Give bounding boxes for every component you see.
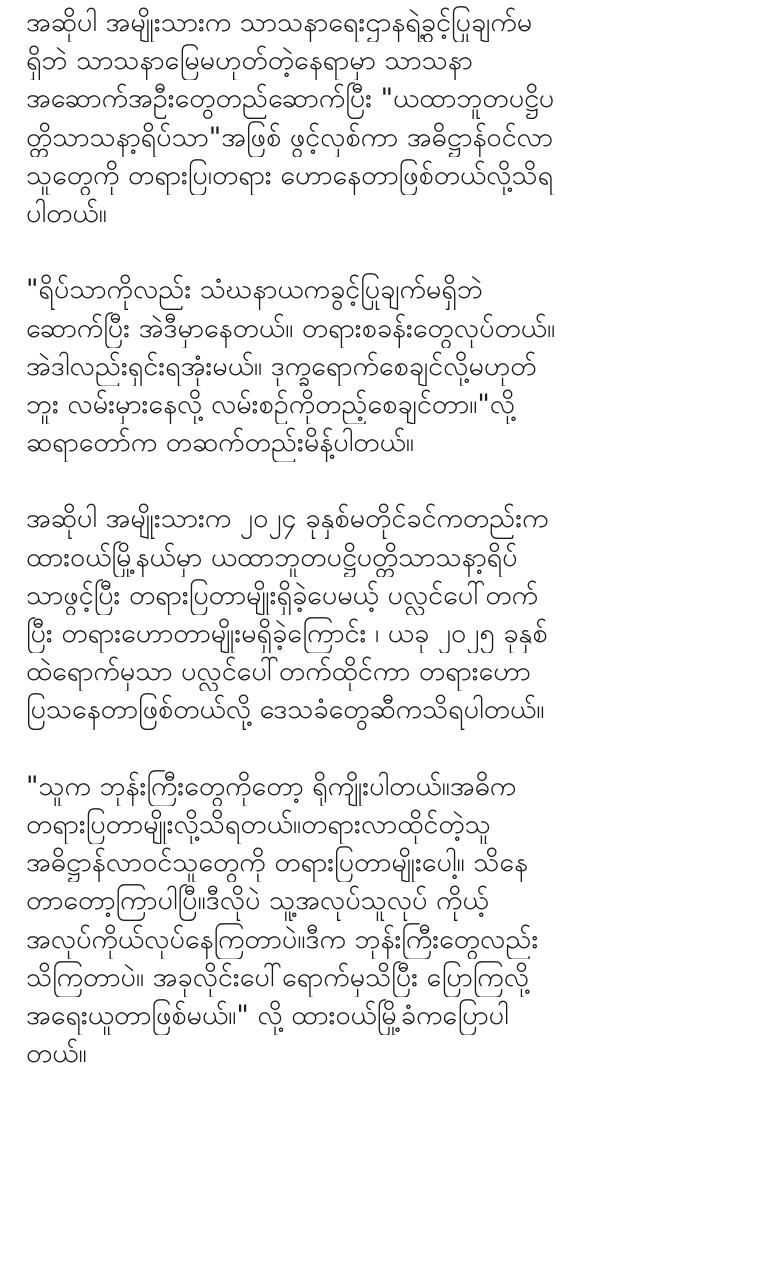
text-line: တာတော့ကြာပါပြီ။ဒီလိုပဲ သူ့အလုပ်သူလုပ် ကိုယ့် xyxy=(26,885,489,917)
text-line: ပါတယ်။ xyxy=(26,197,107,229)
text-line: သူတွေကို တရားပြ၊တရား ဟောနေတာဖြစ်တယ်လို့သိရ xyxy=(26,159,554,191)
paragraph-spacer xyxy=(26,233,770,271)
text-line: အဆောက်အဦးတွေတည်ဆောက်ပြီး "ယထာဘူတပဋ္ဌိပ xyxy=(26,83,555,115)
paragraph-1 xyxy=(26,4,770,233)
paragraph-spacer xyxy=(26,462,770,500)
text-line: ထားဝယ်မြို့နယ်မှာ ယထာဘူတပဋ္ဌိပတ္တိသာသနာ့ရိပ် xyxy=(26,541,518,573)
text-line: အဆိုပါ အမျိုးသားက သာသနာရေးဌာနရဲ့ခွင့်ပြုချက်မ xyxy=(26,7,533,38)
text-line: "ရိပ်သာကိုလည်း သံဃနာယကခွင့်ပြုချက်မရှိဘဲ xyxy=(26,274,483,306)
text-line: ဘူး လမ်းမှားနေလို့ လမ်းစဥ်ကိုတည့်စေချင်တာ။"လို့ xyxy=(26,388,516,420)
paragraph-4 xyxy=(26,768,770,1074)
text-line: ပြသနေတာဖြစ်တယ်လို့ ဒေသခံတွေဆီကသိရပါတယ်။ xyxy=(26,694,545,726)
text-line: အလုပ်ကိုယ်လုပ်နေကြတာပဲ။ဒီက ဘုန်းကြီးတွေလည်း xyxy=(26,923,539,955)
text-line: ထဲရောက်မှသာ ပလ္လင်ပေါ်တက်ထိုင်ကာ တရားဟော xyxy=(26,656,531,688)
text-line: တယ်။ xyxy=(26,1038,87,1070)
paragraph-spacer xyxy=(26,730,770,768)
text-line: "သူက ဘုန်းကြီးတွေကိုတော့ ရိုကျိုးပါတယ်။အဓိက xyxy=(26,770,517,802)
text-line: သာဖွင့်ပြီး တရားပြတာမျိုးရှိခဲ့ပေမယ့် ပလ္လင်ပေါ်တက် xyxy=(26,579,539,611)
paragraph-3 xyxy=(26,500,770,729)
text-line: ပြီး တရားဟောတာမျိုးမရှိခဲ့ကြောင်း ၊ ယခု ၂၀၂၅ ခုနှစ် xyxy=(26,618,548,649)
text-line: ဆောက်ပြီး အဲဒီမှာနေတယ်။ တရားစခန်းတွေလုပ်တယ်။ xyxy=(26,312,556,344)
text-line: ဆရာတော်က တဆက်တည်းမိန့်ပါတယ်။ xyxy=(26,427,414,459)
text-line: တရားပြတာမျိုးလို့သိရတယ်။တရားလာထိုင်တဲ့သူ xyxy=(26,808,491,840)
paragraph-2 xyxy=(26,271,770,462)
text-line: သိကြတာပဲ။ အခုလိုင်းပေါ်ရောက်မှသိပြီး ပြောကြလို့ xyxy=(26,961,530,993)
text-line: တ္တိသာသနာ့ရိပ်သာ"အဖြစ် ဖွင့်လှစ်ကာ အဓိဋ္ဌာန်ဝင်လာ xyxy=(26,121,553,153)
text-line: အဓိဋ္ဌာန်လာဝင်သူတွေကို တရားပြတာမျိုးပေါ့။ သိနေ xyxy=(26,847,529,879)
text-line: အဆိုပါ အမျိုးသားက ၂၀၂၄ ခုနှစ်မတိုင်ခင်ကတည်းက xyxy=(26,503,549,535)
text-line: အရေးယူတာဖြစ်မယ်။" လို့ ထားဝယ်မြို့ခံကပြောပါ xyxy=(26,999,509,1031)
text-line: ရှိဘဲ သာသနာမြေမဟုတ်တဲ့နေရာမှာ သာသနာ xyxy=(26,45,473,77)
text-line: အဲဒါလည်းရှင်းရအုံးမယ်။ ဒုက္ခရောက်စေချင်လို့မဟုတ် xyxy=(26,350,537,382)
